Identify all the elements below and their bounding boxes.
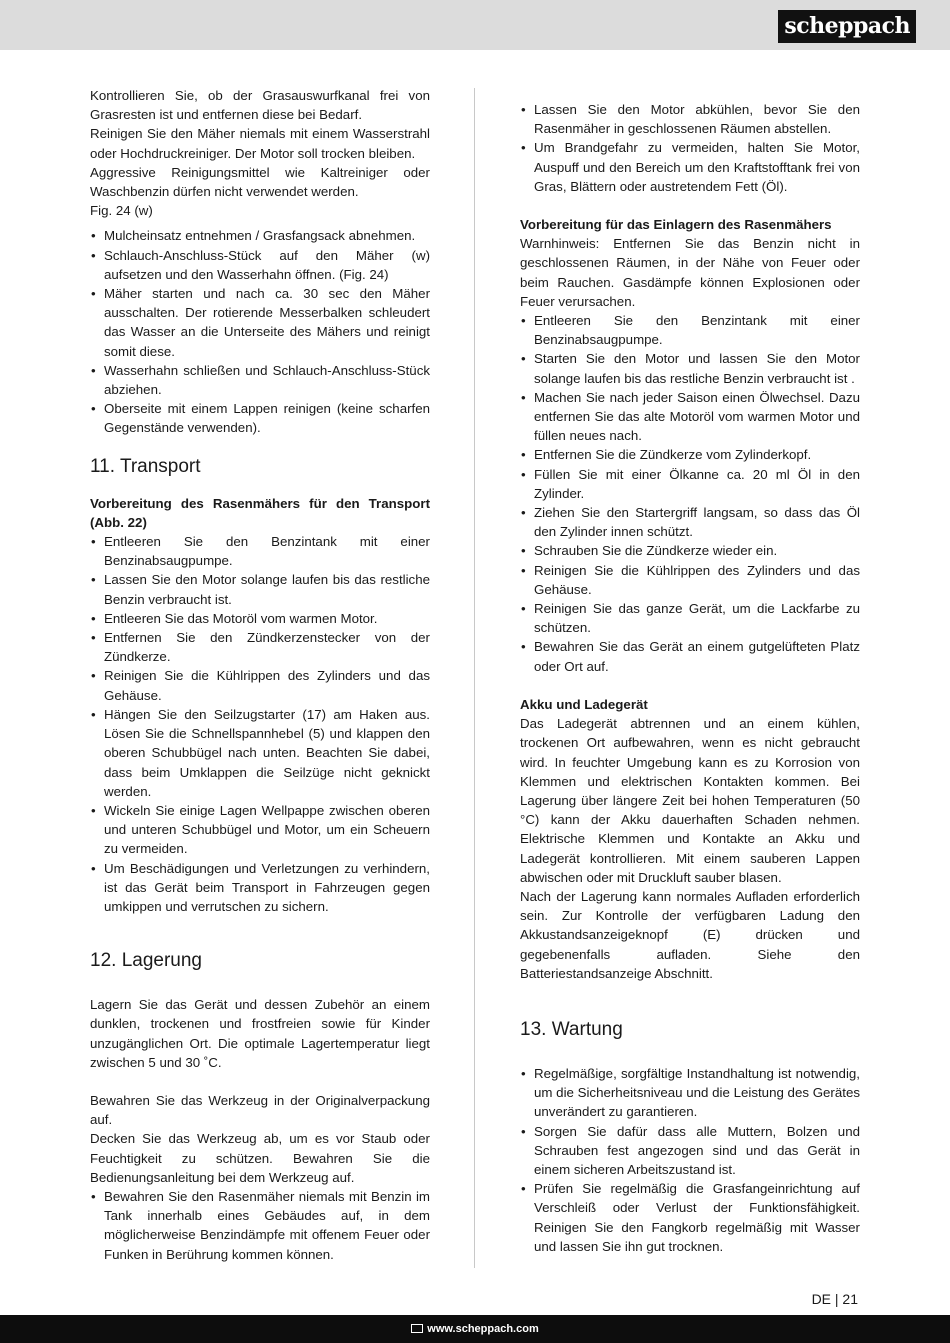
list-item: • Ziehen Sie den Startergriff langsam, so dass das Öl den Zylinder innen schützt. <box>520 503 860 541</box>
warning-paragraph: Warnhinweis: Entfernen Sie das Benzin nicht in geschlossenen Räumen, in der Nähe von Feuer oder beim Rauchen. Gasdämpfe können Explosionen oder Feuer verursachen. <box>520 236 860 309</box>
list-item: • Entleeren Sie den Benzintank mit einer Benzinabsaugpumpe. <box>520 311 860 349</box>
list-item: • Sorgen Sie dafür dass alle Muttern, Bolzen und Schrauben fest angezogen sind und das Gerät in einem sicheren Arbeitszustand ist. <box>520 1122 860 1180</box>
list-item: • Wickeln Sie einige Lagen Wellpappe zwischen oberen und unteren Schubbügel und Motor, um ein Scheuern zu vermeiden. <box>90 801 430 859</box>
paragraph: Aggressive Reinigungsmittel wie Kaltreiniger oder Waschbenzin dürfen nicht verwendet werden. <box>90 164 430 200</box>
website-link[interactable]: www.scheppach.com <box>427 1323 539 1335</box>
list-item: • Entleeren Sie den Benzintank mit einer Benzinabsaugpumpe. <box>90 532 430 570</box>
list-item: • Wasserhahn schließen und Schlauch-Anschluss-Stück abziehen. <box>90 361 430 399</box>
paragraph: Das Ladegerät abtrennen und an einem kühlen, trockenen Ort aufbewahren, wenn es nicht gebraucht wird. In feuchter Umgebung kann es zu Korrosion von Klemmen und elektrischen Kontakten kommen. Bei Lagerung über längere Zeit bei hohen Temperaturen (50 °C) kann der Akku dauerhaften Schaden nehmen. Elektrische Klemmen und Kontakte an Akku und Ladegerät kontrollieren. Mit einem sauberen Lappen abwischen oder mit Druckluft sauber blasen. <box>520 716 860 885</box>
subheading: Akku und Ladegerät <box>520 696 648 712</box>
paragraph: Nach der Lagerung kann normales Aufladen erforderlich sein. Zur Kontrolle der verfügbaren Ladung den Akkustandsanzeigeknopf (E) drücken und gegebenenfalls aufladen. Siehe den Batteriestandsanzeige Abschnitt. <box>520 888 860 981</box>
section-heading-maintenance: 13. Wartung <box>520 1018 623 1040</box>
subheading: Vorbereitung für das Einlagern des Rasenmähers <box>520 217 832 233</box>
list-item: • Füllen Sie mit einer Ölkanne ca. 20 ml Öl in den Zylinder. <box>520 465 860 503</box>
list-item: • Schrauben Sie die Zündkerze wieder ein. <box>520 541 860 560</box>
list-item: • Um Brandgefahr zu vermeiden, halten Sie Motor, Auspuff und den Bereich um den Kraftstofftank frei von Gras, Blättern oder austretendem Fett (Öl). <box>520 138 860 196</box>
figure-reference: Fig. 24 (w) <box>90 203 153 219</box>
list-item: • Bewahren Sie das Gerät an einem gutgelüfteten Platz oder Ort auf. <box>520 637 860 675</box>
maintenance-list <box>520 1064 860 1256</box>
list-item: • Bewahren Sie den Rasenmäher niemals mit Benzin im Tank innerhalb eines Gebäudes auf, in dem möglicherweise Benzindämpfe mit offenem Feuer oder Funken in Berührung kommen können. <box>90 1187 430 1264</box>
list-item: • Entfernen Sie die Zündkerze vom Zylinderkopf. <box>520 445 860 464</box>
paragraph: Kontrollieren Sie, ob der Grasauswurfkanal frei von Grasresten ist und entfernen diese bei Bedarf. <box>90 88 430 123</box>
list-item: • Lassen Sie den Motor abkühlen, bevor Sie den Rasenmäher in geschlossenen Räumen abstellen. <box>520 100 860 138</box>
storage-list <box>90 1187 430 1264</box>
footer-bar <box>0 1315 950 1343</box>
preparation-list <box>520 311 860 676</box>
storage-list-continued <box>520 100 860 196</box>
column-divider <box>474 88 475 1268</box>
paragraph: Bewahren Sie das Werkzeug in der Originalverpackung auf. <box>90 1092 430 1128</box>
list-item: • Machen Sie nach jeder Saison einen Ölwechsel. Dazu entfernen Sie das alte Motoröl vom warmen Motor und füllen neues nach. <box>520 388 860 446</box>
cleaning-list <box>90 226 430 437</box>
paragraph: Lagern Sie das Gerät und dessen Zubehör an einem dunklen, trockenen und frostfreien sowie für Kinder unzugänglichen Ort. Die optimale Lagertemperatur liegt zwischen 5 und 30 ˚C. <box>90 997 430 1070</box>
list-item: • Prüfen Sie regelmäßig die Grasfangeinrichtung auf Verschleiß oder Verlust der Funktionsfähigkeit. Reinigen Sie den Fangkorb regelmäßig mit Wasser und lassen Sie ihn gut trocknen. <box>520 1179 860 1256</box>
computer-icon <box>411 1324 423 1333</box>
section-heading-transport: 11. Transport <box>90 455 201 477</box>
list-item: • Lassen Sie den Motor solange laufen bis das restliche Benzin verbraucht ist. <box>90 570 430 608</box>
list-item: • Reinigen Sie die Kühlrippen des Zylinders und das Gehäuse. <box>90 666 430 704</box>
list-item: • Starten Sie den Motor und lassen Sie den Motor solange laufen bis das restliche Benzin verbraucht ist . <box>520 349 860 387</box>
list-item: • Schlauch-Anschluss-Stück auf den Mäher (w) aufsetzen und den Wasserhahn öffnen. (Fig. 24) <box>90 246 430 284</box>
subheading: Vorbereitung des Rasenmähers für den Transport (Abb. 22) <box>90 495 430 530</box>
header-bar <box>0 0 950 50</box>
list-item: • Entleeren Sie das Motoröl vom warmen Motor. <box>90 609 430 628</box>
paragraph: Reinigen Sie den Mäher niemals mit einem Wasserstrahl oder Hochdruckreiniger. Der Motor soll trocken bleiben. <box>90 126 430 161</box>
list-item: • Regelmäßige, sorgfältige Instandhaltung ist notwendig, um die Sicherheitsniveau und die Leistung des Gerätes unverändert zu garantieren. <box>520 1064 860 1122</box>
list-item: • Oberseite mit einem Lappen reinigen (keine scharfen Gegenstände verwenden). <box>90 399 430 437</box>
list-item: • Mulcheinsatz entnehmen / Grasfangsack abnehmen. <box>90 226 430 245</box>
list-item: • Hängen Sie den Seilzugstarter (17) am Haken aus. Lösen Sie die Schnellspannhebel (5) und klappen den oberen Schubbügel nach unten. Beachten Sie dabei, dass beim Umklappen die Seilzüge nicht geknickt werden. <box>90 705 430 801</box>
list-item: • Mäher starten und nach ca. 30 sec den Mäher ausschalten. Der rotierende Messerbalken schleudert das Wasser an die Unterseite des Mähers und reinigt somit diese. <box>90 284 430 361</box>
paragraph: Decken Sie das Werkzeug ab, um es vor Staub oder Feuchtigkeit zu schützen. Bewahren Sie die Bedienungsanleitung bei dem Werkzeug auf. <box>90 1131 430 1185</box>
list-item: • Entfernen Sie den Zündkerzenstecker von der Zündkerze. <box>90 628 430 666</box>
section-heading-storage: 12. Lagerung <box>90 950 202 972</box>
brand-logo: scheppach <box>778 10 916 43</box>
list-item: • Reinigen Sie das ganze Gerät, um die Lackfarbe zu schützen. <box>520 599 860 637</box>
right-column <box>520 100 860 1256</box>
transport-list <box>90 532 430 916</box>
page-number: DE | 21 <box>811 1291 858 1307</box>
list-item: • Um Beschädigungen und Verletzungen zu verhindern, ist das Gerät beim Transport in Fahrzeugen gegen umkippen und verrutschen zu sichern. <box>90 859 430 917</box>
list-item: • Reinigen Sie die Kühlrippen des Zylinders und das Gehäuse. <box>520 561 860 599</box>
left-column <box>90 86 430 1264</box>
